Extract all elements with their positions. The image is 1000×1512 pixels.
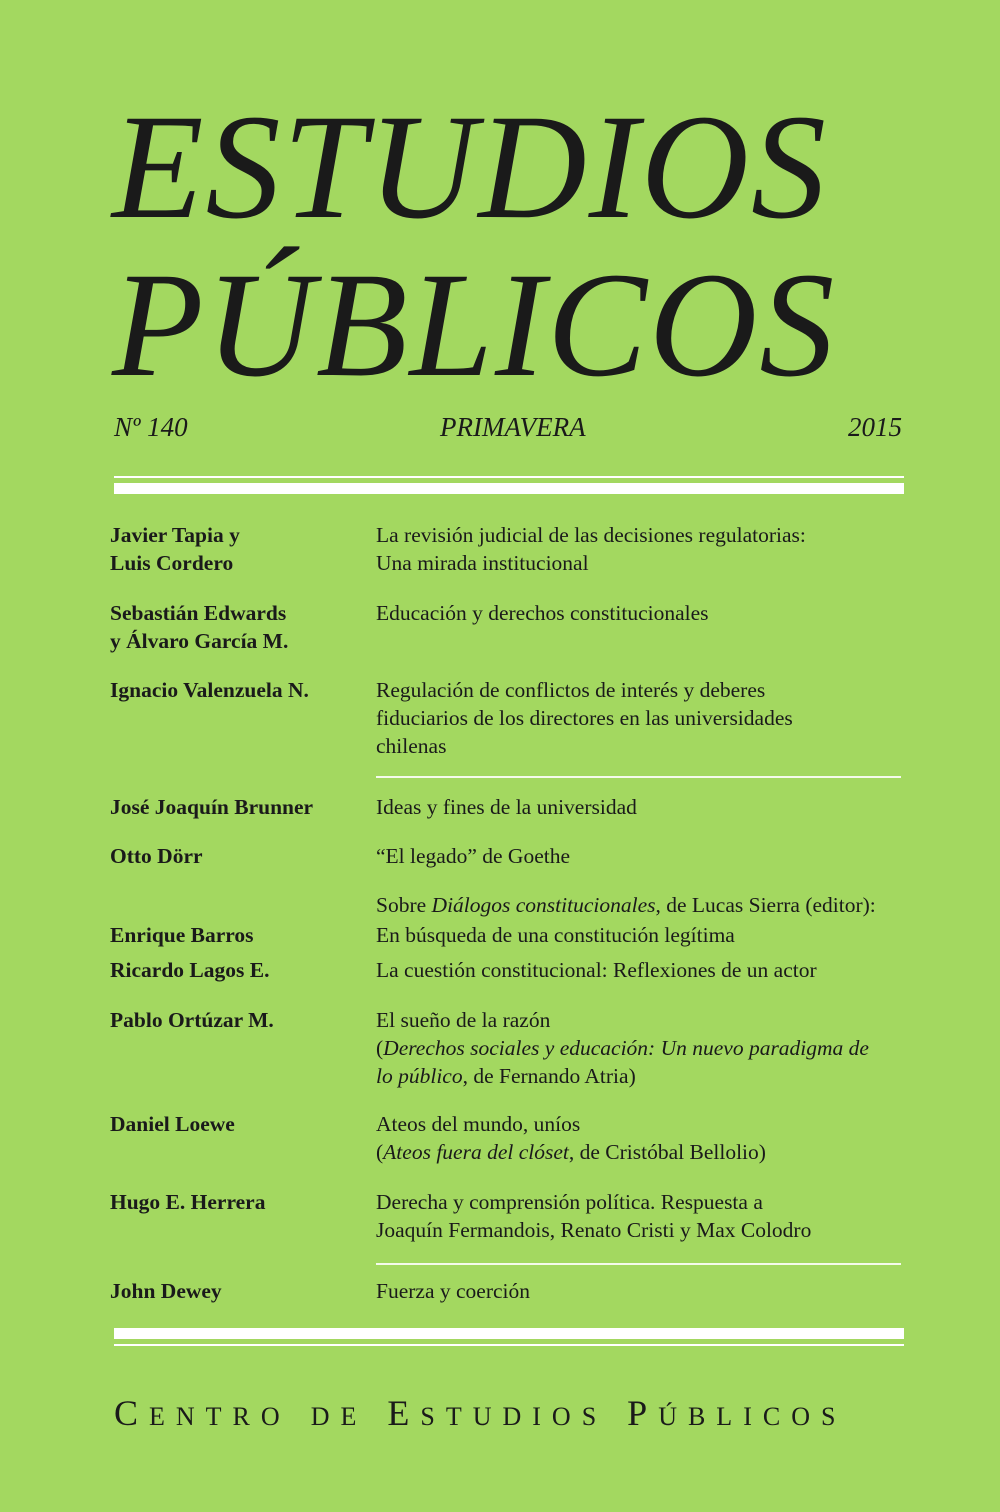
article-author (110, 521, 370, 577)
title-text: , de Cristóbal Bellolio) (568, 1140, 766, 1164)
initial: E (387, 1393, 421, 1433)
article-title (376, 676, 916, 760)
article-title (376, 599, 916, 627)
article-author: Pablo Ortúzar M. (110, 1008, 274, 1032)
title-line: Ateos del mundo, uníos (376, 1112, 581, 1136)
section-divider (376, 776, 901, 778)
title-line: La revisión judicial de las decisiones regulatorias: (376, 523, 806, 547)
initial: P (627, 1393, 659, 1433)
article-title (376, 1188, 916, 1244)
issue-number: Nº 140 (114, 412, 188, 442)
section-heading (376, 891, 916, 919)
top-divider-band (114, 476, 904, 494)
issue-year: 2015 (848, 412, 902, 442)
section-heading-text: Sobre (376, 893, 432, 917)
journal-title-line2: PÚBLICOS (112, 242, 837, 408)
divider-thick-line (114, 1328, 904, 1339)
title-line: Educación y derechos constitucionales (376, 601, 709, 625)
title-line: chilenas (376, 734, 447, 758)
section-heading-book-title: Diálogos constitucionales (431, 893, 656, 917)
title-text: ( (376, 1140, 384, 1164)
title-line: fiduciarios de los directores en las universidades (376, 706, 793, 730)
section-heading-text: , de Lucas Sierra (editor): (655, 893, 876, 917)
section-divider (376, 1263, 901, 1265)
initial: C (114, 1393, 150, 1433)
title-line: Regulación de conflictos de interés y deberes (376, 678, 766, 702)
reviewed-book-title: Ateos fuera del clóset (383, 1140, 569, 1164)
article-title (376, 1006, 916, 1090)
article-title (376, 521, 916, 577)
publisher-name (114, 1392, 914, 1434)
title-text: , de Fernando Atria) (462, 1064, 636, 1088)
article-author: John Dewey (110, 1279, 222, 1303)
issue-season: PRIMAVERA (440, 412, 586, 442)
word: STUDIOS (420, 1402, 608, 1431)
divider-thin-line (114, 476, 904, 478)
article-author (110, 599, 370, 655)
divider-thin-line (114, 1344, 904, 1346)
word: ENTRO (149, 1402, 291, 1431)
word: DE (310, 1402, 368, 1431)
divider-thick-line (114, 483, 904, 494)
article-author: Ricardo Lagos E. (110, 958, 270, 982)
title-line: Joaquín Fermandois, Renato Cristi y Max Colodro (376, 1218, 812, 1242)
author-line: Javier Tapia y (110, 523, 240, 547)
article-title (376, 1110, 916, 1166)
article-title: En búsqueda de una constitución legítima (376, 923, 735, 947)
article-title: Fuerza y coerción (376, 1279, 531, 1303)
article-author: Daniel Loewe (110, 1112, 235, 1136)
reviewed-book-title: Derechos sociales y educación: Un nuevo paradigma de (383, 1036, 869, 1060)
article-title: La cuestión constitucional: Reflexiones de un actor (376, 958, 817, 982)
word: ÚBLICOS (658, 1402, 847, 1431)
title-line: Una mirada institucional (376, 551, 589, 575)
title-line: Derecha y comprensión política. Respuesta a (376, 1190, 763, 1214)
article-author: Hugo E. Herrera (110, 1190, 266, 1214)
article-author: Enrique Barros (110, 923, 254, 947)
author-line: y Álvaro García M. (110, 629, 289, 653)
author-line: Luis Cordero (110, 551, 234, 575)
title-text: ( (376, 1036, 384, 1060)
article-title: Ideas y fines de la universidad (376, 795, 637, 819)
reviewed-book-title: lo público (376, 1064, 463, 1088)
article-author: José Joaquín Brunner (110, 795, 314, 819)
bottom-divider-band (114, 1328, 904, 1346)
article-title: “El legado” de Goethe (376, 844, 571, 868)
author-line: Sebastián Edwards (110, 601, 287, 625)
article-author: Otto Dörr (110, 844, 203, 868)
article-author: Ignacio Valenzuela N. (110, 678, 309, 702)
journal-title-line1: ESTUDIOS (112, 84, 828, 250)
title-line: El sueño de la razón (376, 1008, 551, 1032)
